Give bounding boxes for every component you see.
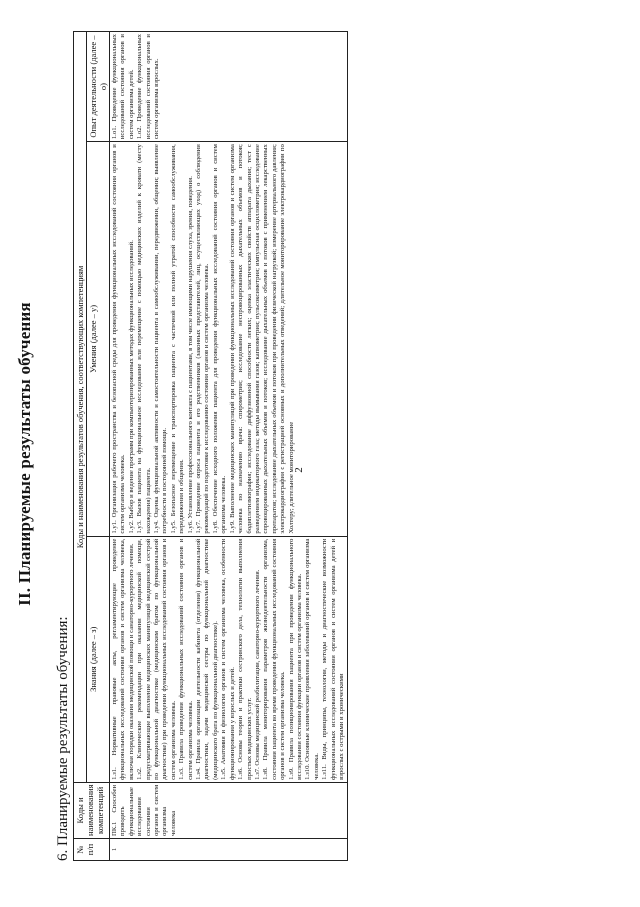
knowledge-item: 1.з2. Клинические рекомендации при оказании медицинской помощи, предусматривающие выполнение медицинских манипуляций медицинской сестрой по функциональной диагностике (медицинским братом по функциональной диагностике) при проведении функциональных исследований состояния органов и систем организма человека. (136, 538, 177, 780)
knowledge-item: 1.з6. Основы теории и практики сестринского дела, технологии выполнения простых медицинских услуг. (237, 538, 253, 780)
competency-cell (110, 782, 348, 838)
skill-item: 1.у2. Выбор и ведение программ при компьютеризированных методах функциональных исследований. (127, 239, 135, 534)
skill-item: 1.у1. Организация рабочего пространства и безопасной среды для проведения функциональных исследований состояния органов и систем организма человека. (111, 143, 127, 534)
knowledge-item: 1.з8. Правила мониторирования параметров жизнедеятельности организма, состояния пациента во время проведения функциональных исследований состояния органов и систем организма человека. (262, 538, 287, 780)
skill-item: 1.у5. Безопасное перемещение и транспортировка пациента с частичной или полной утратой способности самообслуживания, передвижения и общения. (169, 143, 186, 534)
knowledge-item: 1.з10. Основные клинические проявления заболеваний органов и систем организма человека. (304, 538, 320, 780)
knowledge-item: 1.з3. Правила проведения функциональных исследований состояния органов и систем организма человека. (178, 538, 194, 780)
experience-cell (110, 31, 348, 141)
skill-item: 1.у9. Выполнение медицинских манипуляций при проведении функциональных исследований состояния органов и систем организма человека по назначению врача: спирометрия; исследование неспровоцированных дыхательных объемов и потоков; бодиплетизмография; исследование диффузионной способности легких; оценка эластических свойств аппарата дыхания; тест с разведением индикаторного газа; методы вымывания газов; капнометрия; пульсоксиметрия; импульсная осциллометрия; исследование спровоцированных дыхательных объемов и потоков; исследование дыхательных объемов и потоков с применением лекарственных препаратов; исследование дыхательных объемов и потоков при проведении физической нагрузкой; измерение артериального давления; электрокардиография с регистрацией основных и дополнительных отведений; длительное мониторирование электрокардиографии по Холтеру; длительное мониторирование (228, 143, 295, 534)
skill-item: 1.у3. Вызов пациента на функциональное исследование или перемещение с помощью медицинских изделий к кровати (месту нахождения) пациента. (136, 143, 152, 534)
subsection-title: 6. Планируемые результаты обучения: (55, 615, 71, 861)
header-knowledge: Знания (далее – з) (87, 536, 110, 782)
skill-item: 1.у6. Установление профессионального контакта с пациентами, в том числе имеющими нарушения слуха, зрения, поведения. (186, 175, 194, 534)
knowledge-item: 1.з9. Правила позиционирования пациента при проведении функционального исследования состояния функции органов и систем организма человека. (287, 538, 303, 780)
header-results-group: Коды и наименования результатов обучения, соответствующих компетенциям (74, 31, 87, 782)
header-experience: Опыт деятельности (далее – о) (87, 31, 110, 141)
table-row (110, 31, 348, 860)
knowledge-cell (110, 536, 348, 782)
page-number: 2 (293, 467, 305, 473)
knowledge-item: 1.з5. Анатомия и физиология органов и систем организма человека, особенности функционирования у взрослых и детей. (220, 538, 236, 780)
rotated-page-content (15, 19, 625, 889)
skills-cell (110, 141, 348, 535)
competency-table (73, 31, 348, 861)
skill-item: 1.у8. Обеспечение исходного положения пациента для проведения функциональных исследований состояния органов и систем организма человека. (211, 143, 228, 534)
knowledge-item: 1.з7. Основы медицинской реабилитации, санаторно-курортного лечения. (253, 569, 261, 780)
skill-item: 1.у4. Оценка функциональной активности и самостоятельности пациента в самообслуживании, передвижении, общении; выявление потребности в посторонней помощи. (153, 143, 169, 534)
knowledge-item: 1.з1. Нормативные правовые акты, регламентирующие проведение функциональных исследований состояния органов и систем организма человека, включая порядки оказания медицинской помощи и санаторно-курортного лечения. (111, 538, 135, 780)
experience-item: 1.о2. Проведение функциональных исследований состояния органов и систем организма взрослых. (136, 33, 161, 139)
row-number: 1 (110, 838, 348, 860)
experience-item: 1.о1. Проведение функциональных исследований состояния органов и систем организма детей. (111, 33, 135, 139)
header-skills: Умения (далее – у) (87, 141, 110, 535)
competency-text: ПК.1 Способен проводить функциональные исследования состояния органов и систем организма человека (111, 784, 177, 836)
section-title: II. Планируемые результаты обучения (15, 301, 34, 606)
knowledge-item: 1.з4. Правила организации деятельности кабинета (отделения) функциональной диагностики, задачи медицинской сестры по функциональной диагностике (медицинского брата по функциональной диагностике). (195, 538, 219, 780)
header-no: № п/п (74, 838, 110, 860)
knowledge-item: 1.з11. Виды, принципы, технологии, методы и диагностические возможности функциональных исследований состояния органов и систем организма детей и взрослых с острыми и хроническими (321, 538, 345, 780)
header-competency: Коды и наименования компетенций (74, 782, 110, 838)
skill-item: 1.у7. Проведение опроса пациента и его родственников (законных представителей, лиц, осуществляющих уход) о соблюдении рекомендаций по подготовке к исследованию состояния органов и систем организма человека. (195, 143, 211, 534)
